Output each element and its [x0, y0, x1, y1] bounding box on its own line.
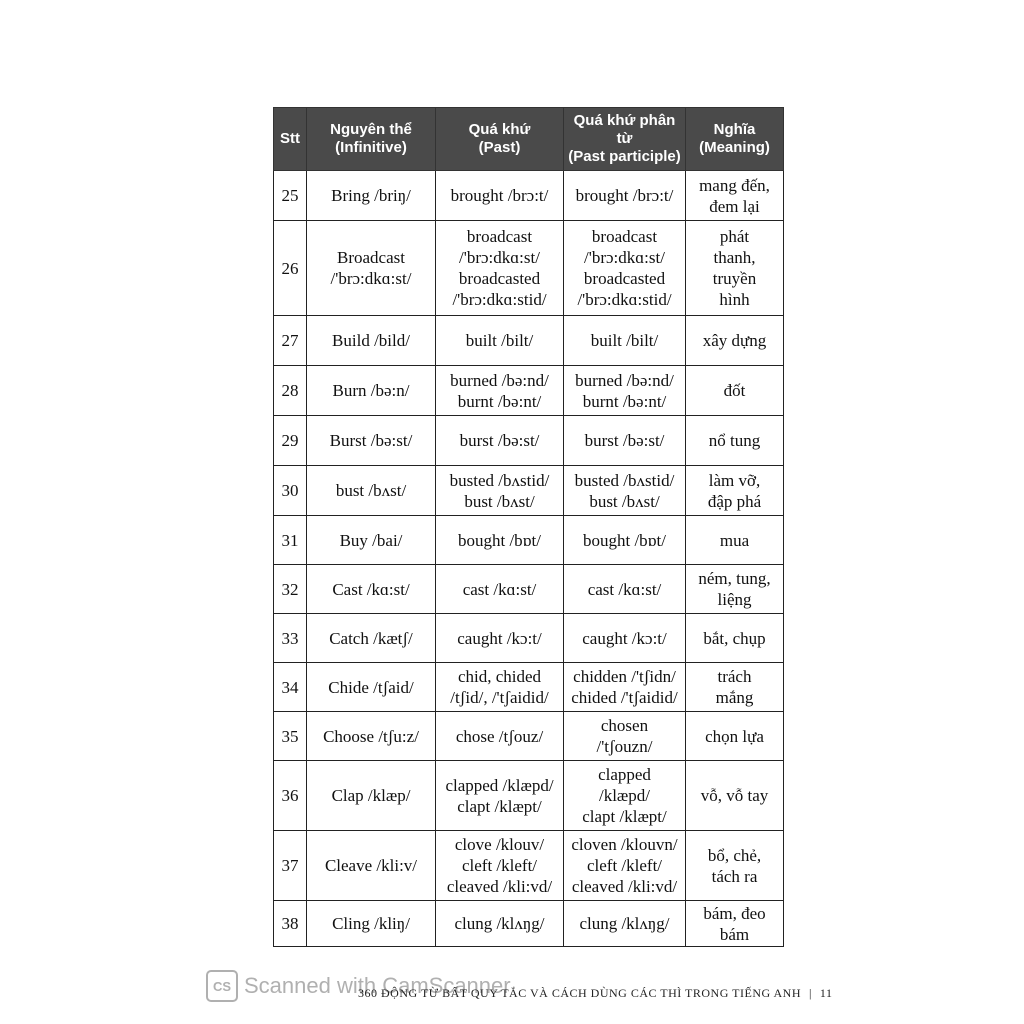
cell-past: cast /kɑ:st/ — [436, 565, 564, 614]
header-past-participle: Quá khứ phân từ (Past participle) — [564, 108, 686, 171]
footer-separator: | — [809, 986, 812, 1000]
cell-meaning: bắt, chụp — [686, 614, 784, 663]
cell-past-participle: busted /bʌstid/ bust /bʌst/ — [564, 466, 686, 516]
cell-infinitive: Chide /tʃaid/ — [307, 663, 436, 712]
cell-past: burned /bə:nd/ burnt /bə:nt/ — [436, 366, 564, 416]
cell-past-participle: built /bilt/ — [564, 316, 686, 366]
cell-past: built /bilt/ — [436, 316, 564, 366]
cell-infinitive: Broadcast /'brɔ:dkɑ:st/ — [307, 221, 436, 316]
table-row — [274, 466, 784, 516]
cell-meaning: chọn lựa — [686, 712, 784, 761]
table-row — [274, 614, 784, 663]
cell-past: brought /brɔ:t/ — [436, 171, 564, 221]
cell-infinitive: bust /bʌst/ — [307, 466, 436, 516]
table-row — [274, 712, 784, 761]
camscanner-logo: CS — [206, 970, 238, 1002]
table-header-row — [274, 108, 784, 171]
cell-past-participle: cloven /klouvn/ cleft /kleft/ cleaved /kli:vd/ — [564, 831, 686, 901]
table-row — [274, 831, 784, 901]
table-row — [274, 366, 784, 416]
cell-infinitive: Catch /kætʃ/ — [307, 614, 436, 663]
cell-past-participle: clapped /klæpd/ clapt /klæpt/ — [564, 761, 686, 831]
cell-stt: 31 — [274, 516, 307, 565]
cell-stt: 30 — [274, 466, 307, 516]
cell-meaning: nổ tung — [686, 416, 784, 466]
cell-infinitive: Cling /kliŋ/ — [307, 901, 436, 947]
cell-past-participle: cast /kɑ:st/ — [564, 565, 686, 614]
cell-meaning: xây dựng — [686, 316, 784, 366]
cell-past: chid, chided /tʃid/, /'tʃaidid/ — [436, 663, 564, 712]
cell-past: clapped /klæpd/ clapt /klæpt/ — [436, 761, 564, 831]
cell-stt: 33 — [274, 614, 307, 663]
cell-stt: 29 — [274, 416, 307, 466]
cell-past-participle: burst /bə:st/ — [564, 416, 686, 466]
cell-past-participle: chosen /'tʃouzn/ — [564, 712, 686, 761]
table-row — [274, 416, 784, 466]
cell-meaning: bám, đeo bám — [686, 901, 784, 947]
cell-meaning: ném, tung, liệng — [686, 565, 784, 614]
cell-meaning: vỗ, vỗ tay — [686, 761, 784, 831]
cell-infinitive: Cleave /kli:v/ — [307, 831, 436, 901]
table-row — [274, 171, 784, 221]
table-body — [274, 171, 784, 947]
cell-meaning: bổ, chẻ, tách ra — [686, 831, 784, 901]
cell-meaning: trách mắng — [686, 663, 784, 712]
book-title: 360 ĐỘNG TỪ BẤT QUY TẮC VÀ CÁCH DÙNG CÁC THÌ TRONG TIẾNG ANH — [358, 986, 801, 1000]
cell-stt: 34 — [274, 663, 307, 712]
cell-past-participle: chidden /'tʃidn/ chided /'tʃaidid/ — [564, 663, 686, 712]
table-row — [274, 316, 784, 366]
cell-past: clove /klouv/ cleft /kleft/ cleaved /kli:vd/ — [436, 831, 564, 901]
cell-past: burst /bə:st/ — [436, 416, 564, 466]
table-row — [274, 761, 784, 831]
table-row — [274, 221, 784, 316]
cell-stt: 25 — [274, 171, 307, 221]
cell-stt: 28 — [274, 366, 307, 416]
cell-meaning: mang đến, đem lại — [686, 171, 784, 221]
table-row — [274, 516, 784, 565]
header-stt: Stt — [274, 108, 307, 171]
cell-infinitive: Burst /bə:st/ — [307, 416, 436, 466]
cell-infinitive: Buy /bai/ — [307, 516, 436, 565]
cell-stt: 37 — [274, 831, 307, 901]
camscanner-text: Scanned with CamScanner — [244, 973, 511, 998]
irregular-verbs-table — [273, 107, 784, 947]
cell-past: bought /bɒt/ — [436, 516, 564, 565]
cell-stt: 38 — [274, 901, 307, 947]
cell-meaning: phát thanh, truyền hình — [686, 221, 784, 316]
cell-stt: 26 — [274, 221, 307, 316]
cell-past-participle: bought /bɒt/ — [564, 516, 686, 565]
table-row — [274, 565, 784, 614]
cell-past: clung /klʌŋg/ — [436, 901, 564, 947]
cell-stt: 32 — [274, 565, 307, 614]
cell-past: busted /bʌstid/ bust /bʌst/ — [436, 466, 564, 516]
cell-past-participle: brought /brɔ:t/ — [564, 171, 686, 221]
cell-infinitive: Cast /kɑ:st/ — [307, 565, 436, 614]
cell-past-participle: clung /klʌŋg/ — [564, 901, 686, 947]
cell-past-participle: burned /bə:nd/ burnt /bə:nt/ — [564, 366, 686, 416]
header-past: Quá khứ (Past) — [436, 108, 564, 171]
header-meaning: Nghĩa (Meaning) — [686, 108, 784, 171]
header-infinitive: Nguyên thể (Infinitive) — [307, 108, 436, 171]
table-row — [274, 663, 784, 712]
cell-meaning: mua — [686, 516, 784, 565]
cell-infinitive: Burn /bə:n/ — [307, 366, 436, 416]
cell-stt: 35 — [274, 712, 307, 761]
cell-infinitive: Choose /tʃu:z/ — [307, 712, 436, 761]
cell-stt: 27 — [274, 316, 307, 366]
cell-past: broadcast /'brɔ:dkɑ:st/ broadcasted /'brɔ:dkɑ:stid/ — [436, 221, 564, 316]
cell-meaning: đốt — [686, 366, 784, 416]
cell-stt: 36 — [274, 761, 307, 831]
cell-infinitive: Build /bild/ — [307, 316, 436, 366]
cell-past: chose /tʃouz/ — [436, 712, 564, 761]
cell-past-participle: broadcast /'brɔ:dkɑ:st/ broadcasted /'brɔ:dkɑ:stid/ — [564, 221, 686, 316]
cell-past: caught /kɔ:t/ — [436, 614, 564, 663]
cell-meaning: làm vỡ, đập phá — [686, 466, 784, 516]
cell-infinitive: Bring /briŋ/ — [307, 171, 436, 221]
cell-infinitive: Clap /klæp/ — [307, 761, 436, 831]
page-number: 11 — [819, 986, 833, 1000]
cell-past-participle: caught /kɔ:t/ — [564, 614, 686, 663]
page-footer — [358, 986, 832, 1001]
table-row — [274, 901, 784, 947]
